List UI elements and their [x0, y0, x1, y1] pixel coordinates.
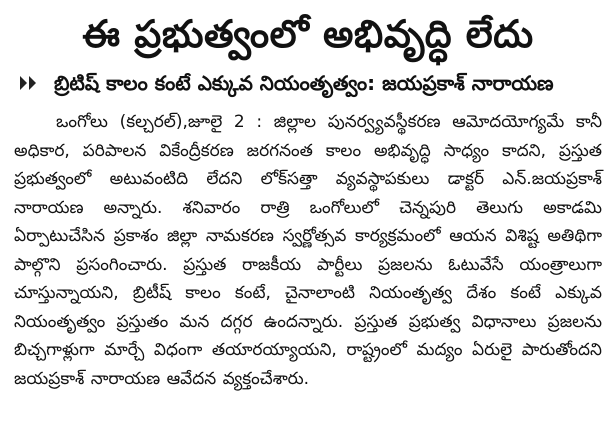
subheadline-row [14, 68, 602, 98]
double-chevron-right-icon [18, 73, 44, 93]
headline: ఈ ప్రభుత్వంలో అభివృద్ధి లేదు [82, 12, 534, 56]
subheadline: బ్రిటిష్ కాలం కంటే ఎక్కువ నియంతృత్వం: జయప్రకాశ్ నారాయణ [54, 71, 554, 95]
article-body: ఒంగోలు (కల్చరల్),జూలై 2 : జిల్లాల పునర్వ్యవస్థీకరణ ఆమోదయోగ్యమే కానీ అధికార, పరిపాలన వికేంద్రీకరణ జరగనంత కాలం అభివృద్ధి సాధ్యం కాదని, ప్రస్తుత ప్రభుత్వంలో అటువంటిది లేదని లోక్‌సత్తా వ్యవస్థాపకులు డాక్టర్ ఎన్.జయప్రకాశ్ నారాయణ అన్నారు. శనివారం రాత్రి ఒంగోలులో చెన్నపురి తెలుగు అకాడమి ఏర్పాటుచేసిన ప్రకాశం జిల్లా నామకరణ స్వర్ణోత్సవ కార్యక్రమంలో ఆయన విశిష్ట అతిథిగా పాల్గొని ప్రసంగించారు. ప్రస్తుత రాజకీయ పార్టీలు ప్రజలను ఓటువేసే యంత్రాలుగా చూస్తున్నాయని, బ్రిటీష్ కాలం కంటే, చైనాలాంటి నియంతృత్వ దేశం కంటే ఎక్కువ నియంతృత్వం ప్రస్తుతం మన దగ్గర ఉందన్నారు. ప్రస్తుత ప్రభుత్వ విధానాలు ప్రజలను బిచ్చగాళ్లుగా మార్చే విధంగా తయారయ్యాయని, రాష్ట్రంలో మద్యం ఏరులై పారుతోందని జయప్రకాశ్ నారాయణ ఆవేదన వ్యక్తంచేశారు. [14, 112, 602, 389]
